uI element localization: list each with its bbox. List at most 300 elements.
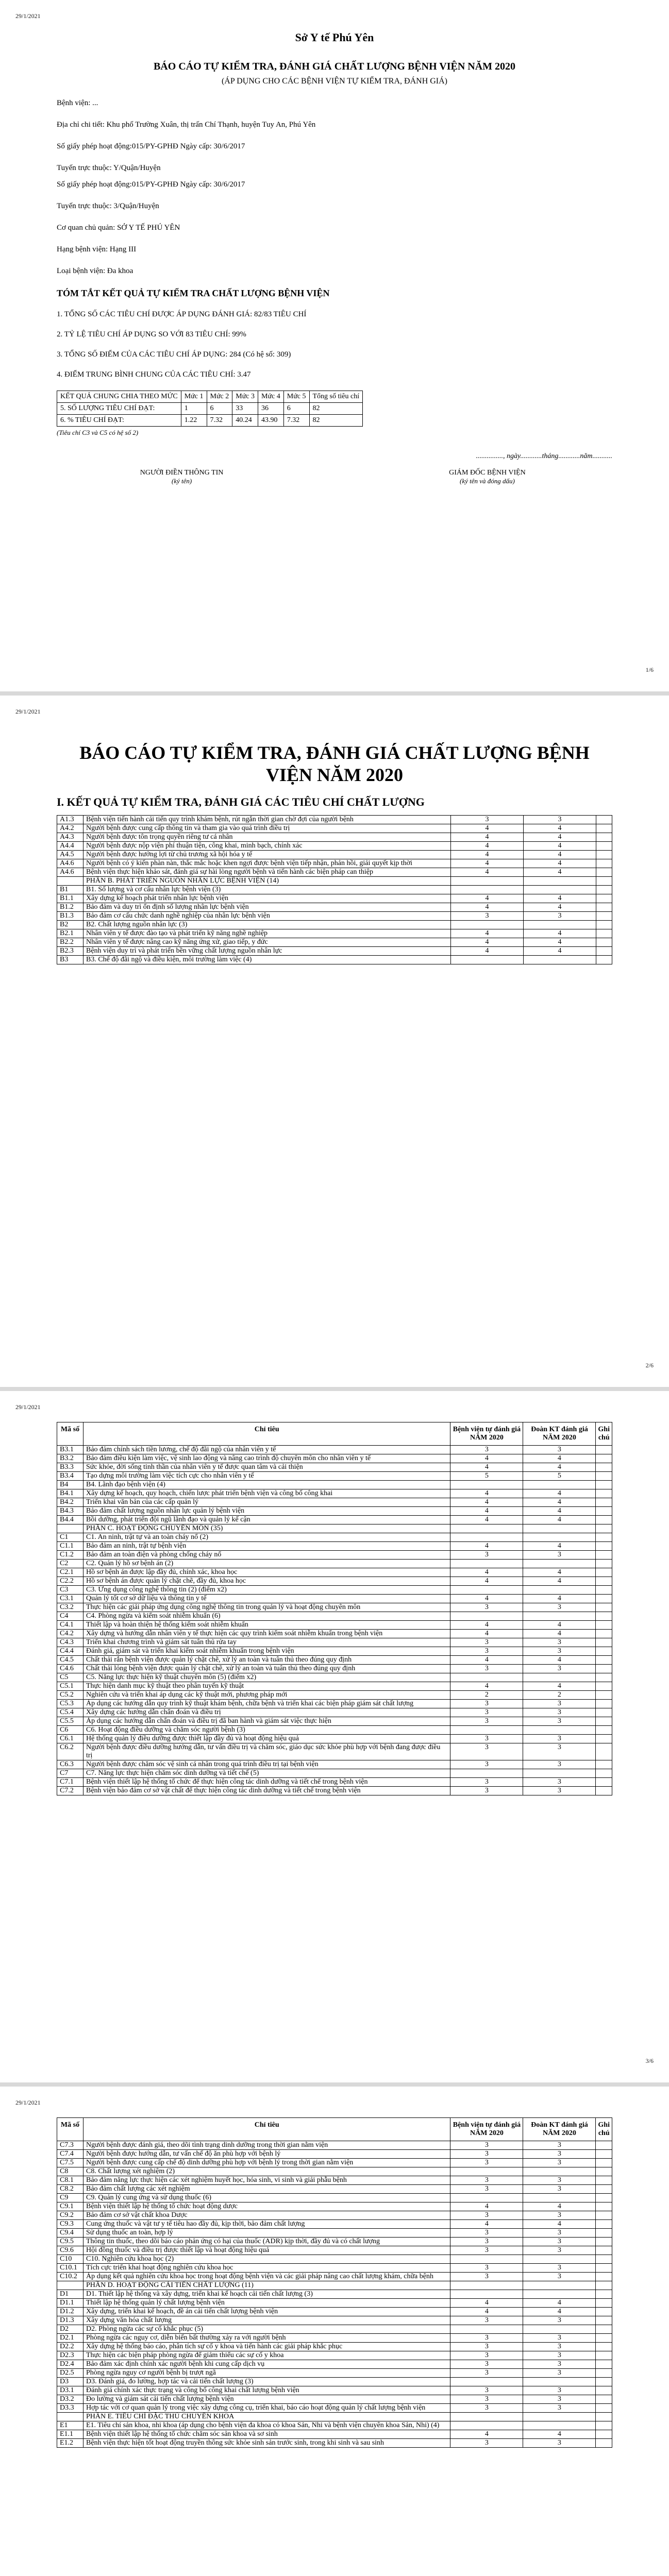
self-score: 3 — [450, 2229, 523, 2238]
cell: 33 — [232, 403, 258, 415]
criterion-code: B3.1 — [57, 1446, 83, 1454]
table-row — [57, 1700, 612, 1708]
team-score: 3 — [523, 2395, 596, 2404]
criterion-code: C9.1 — [57, 2202, 83, 2211]
criterion-code: C5.4 — [57, 1708, 83, 1717]
criterion-text: Thiết lập và hoàn thiện hệ thống kiểm soát nhiễm khuẩn — [83, 1621, 450, 1630]
criterion-code: C10.2 — [57, 2273, 83, 2281]
summary-item: 1. TỔNG SỐ CÁC TIÊU CHÍ ĐƯỢC ÁP DỤNG ĐÁNH GIÁ: 82/83 TIÊU CHÍ — [57, 310, 307, 318]
criterion-text: Tạo dựng môi trường làm việc tích cực cho nhân viên y tế — [83, 1472, 450, 1481]
self-score — [450, 1673, 523, 1682]
note-cell — [596, 1524, 612, 1533]
self-score: 3 — [450, 1665, 523, 1673]
page-number: 3/6 — [645, 2057, 654, 2064]
team-score: 3 — [523, 2246, 596, 2255]
self-score — [450, 2378, 523, 2386]
page-number: 2/6 — [645, 1362, 654, 1369]
self-score: 3 — [451, 816, 524, 824]
criterion-text: Sử dụng thuốc an toàn, hợp lý — [83, 2229, 450, 2238]
note-cell — [596, 947, 612, 956]
self-score: 4 — [451, 824, 524, 833]
criterion-code: B3.3 — [57, 1463, 83, 1472]
criterion-text: Chất thải lỏng bệnh viện được quản lý chặt chẽ, xử lý an toàn và tuân thủ theo đúng quy định — [83, 1665, 450, 1673]
team-score — [523, 1673, 596, 1682]
note-cell — [596, 1708, 612, 1717]
note-cell — [596, 2351, 612, 2360]
team-score: 3 — [523, 2343, 596, 2351]
team-score: 3 — [523, 2150, 596, 2159]
self-score: 4 — [450, 1630, 523, 1638]
self-score: 3 — [450, 2141, 523, 2150]
note-cell — [596, 1682, 612, 1691]
note-cell — [596, 2395, 612, 2404]
summary-item: 4. ĐIỂM TRUNG BÌNH CHUNG CỦA CÁC TIÊU CHÍ: 3.47 — [57, 370, 251, 379]
criterion-code: C7.5 — [57, 2159, 83, 2167]
note-cell — [596, 2202, 612, 2211]
note-cell — [596, 2421, 612, 2430]
self-score — [450, 2325, 523, 2334]
team-score: 4 — [523, 1516, 596, 1524]
table-row — [57, 1507, 612, 1516]
table-row — [57, 842, 612, 851]
table-row — [57, 2413, 612, 2421]
self-score: 4 — [451, 859, 524, 868]
note-cell — [596, 1463, 612, 1472]
criterion-code: E1 — [57, 2421, 83, 2430]
note-cell — [596, 1551, 612, 1560]
table-row — [57, 886, 612, 894]
note-cell — [596, 2185, 612, 2194]
team-score: 4 — [523, 1454, 596, 1463]
self-score: 4 — [450, 1507, 523, 1516]
criterion-code: D2.2 — [57, 2343, 83, 2351]
page-2 — [0, 696, 669, 1391]
criterion-code: C9.3 — [57, 2220, 83, 2229]
criterion-code: C7.1 — [57, 1778, 83, 1787]
note-cell — [596, 1621, 612, 1630]
criterion-text: Hội đồng thuốc và điều trị được thiết lập và hoạt động hiệu quả — [83, 2246, 450, 2255]
note-cell — [596, 2413, 612, 2421]
criterion-code: B2.3 — [57, 947, 83, 956]
note-cell — [596, 859, 612, 868]
criterion-code: C6.1 — [57, 1735, 83, 1743]
criterion-code: C4.4 — [57, 1647, 83, 1656]
criterion-code: D2.4 — [57, 2360, 83, 2369]
criterion-text: Người bệnh được cung cấp chế độ dinh dưỡng phù hợp với bệnh lý trong thời gian nằm viện — [83, 2159, 450, 2167]
signature-date: ..............., ngày............tháng............năm........... — [476, 452, 612, 460]
criterion-code: C7.4 — [57, 2150, 83, 2159]
table-row — [57, 929, 612, 938]
cell: 5. SỐ LƯỢNG TIÊU CHÍ ĐẠT: — [57, 403, 181, 415]
self-score — [451, 877, 524, 886]
note-cell — [596, 833, 612, 842]
team-score — [524, 956, 596, 964]
criterion-code: C4.6 — [57, 1665, 83, 1673]
self-score: 4 — [451, 894, 524, 903]
hospital-type: Tuyến trực thuộc: Y/Quận/Huyện — [57, 164, 161, 172]
team-score — [523, 1560, 596, 1568]
team-score: 4 — [523, 2202, 596, 2211]
team-score: 3 — [523, 2439, 596, 2448]
criteria-table — [57, 1422, 612, 1795]
team-score: 3 — [524, 816, 596, 824]
table-row — [57, 2238, 612, 2246]
license-info: Số giấy phép hoạt động:015/PY-GPHĐ Ngày cấp: 30/6/2017 — [57, 142, 245, 150]
team-score — [523, 2194, 596, 2202]
self-score: 4 — [450, 1489, 523, 1498]
criterion-code: C10.1 — [57, 2264, 83, 2273]
table-row — [57, 1621, 612, 1630]
note-cell — [596, 1638, 612, 1647]
criterion-code: B2 — [57, 921, 83, 929]
criterion-text: PHẦN C. HOẠT ĐỘNG CHUYÊN MÔN (35) — [83, 1524, 450, 1533]
header-note: Ghi chú — [596, 2118, 612, 2141]
criterion-text: C5. Năng lực thực hiện kỹ thuật chuyên môn (5) (điểm x2) — [83, 1673, 450, 1682]
criterion-code: E1.2 — [57, 2439, 83, 2448]
criterion-text: Xây dựng kế hoạch, quy hoạch, chiến lược phát triển bệnh viện và công bố công khai — [83, 1489, 450, 1498]
table-row — [57, 1735, 612, 1743]
self-score — [450, 1612, 523, 1621]
table-row — [57, 2229, 612, 2238]
header-cell: Mức 5 — [283, 391, 309, 403]
page-3-content — [57, 1422, 612, 1795]
criterion-text: Bảo đảm chất lượng các xét nghiệm — [83, 2185, 450, 2194]
criterion-text: Áp dụng kết quả nghiên cứu khoa học trong hoạt động bệnh viện và các giải pháp nâng cao chất lượng khám, chữa bệnh — [83, 2273, 450, 2281]
table-row — [57, 1760, 612, 1769]
criterion-code: B4.4 — [57, 1516, 83, 1524]
team-score: 4 — [523, 1577, 596, 1586]
header-cell: KẾT QUẢ CHUNG CHIA THEO MỨC — [57, 391, 181, 403]
self-score — [450, 2167, 523, 2176]
note-cell — [596, 903, 612, 912]
criterion-text: Triển khai văn bản của các cấp quản lý — [83, 1498, 450, 1507]
header-team-score: Đoàn KT đánh giá NĂM 2020 — [523, 2118, 596, 2141]
criterion-code: B1 — [57, 886, 83, 894]
criterion-text: Hệ thống quản lý điều dưỡng được thiết lập đầy đủ và hoạt động hiệu quả — [83, 1735, 450, 1743]
criterion-code: D2.3 — [57, 2351, 83, 2360]
report-title-large: BÁO CÁO TỰ KIỂM TRA, ĐÁNH GIÁ CHẤT LƯỢNG BỆNH VIỆN NĂM 2020 — [79, 742, 590, 786]
table-row — [57, 2273, 612, 2281]
note-cell — [596, 1665, 612, 1673]
table-row — [57, 2176, 612, 2185]
self-score: 3 — [450, 1551, 523, 1560]
criterion-text: C4. Phòng ngừa và kiểm soát nhiễm khuẩn (6) — [83, 1612, 450, 1621]
criterion-text: Bảo đảm năng lực thực hiện các xét nghiệm huyết học, hóa sinh, vi sinh và giải phẫu bệnh — [83, 2176, 450, 2185]
criterion-code: B1.2 — [57, 903, 83, 912]
criterion-text: Bảo đảm và duy trì ổn định số lượng nhân lực bệnh viện — [83, 903, 451, 912]
note-cell — [596, 851, 612, 859]
criterion-text: Hồ sơ bệnh án được lập đầy đủ, chính xác, khoa học — [83, 1568, 450, 1577]
criterion-code: D3.2 — [57, 2395, 83, 2404]
note-cell — [596, 2229, 612, 2238]
note-cell — [596, 2220, 612, 2229]
page-date: 29/1/2021 — [15, 2099, 41, 2106]
note-cell — [596, 1700, 612, 1708]
criterion-code: C9.2 — [57, 2211, 83, 2220]
cell: 43.90 — [258, 415, 284, 427]
header-self-score: Bệnh viện tự đánh giá NĂM 2020 — [450, 1422, 523, 1446]
note-cell — [596, 1472, 612, 1481]
cell: 1.22 — [181, 415, 207, 427]
team-score: 4 — [523, 1463, 596, 1472]
criterion-code: C9 — [57, 2194, 83, 2202]
criterion-code: D2.1 — [57, 2334, 83, 2343]
team-score — [523, 2167, 596, 2176]
criterion-code: C5 — [57, 1673, 83, 1682]
note-cell — [596, 1586, 612, 1595]
team-score: 3 — [524, 912, 596, 921]
team-score: 4 — [523, 2299, 596, 2308]
table-row — [57, 2299, 612, 2308]
criteria-table — [57, 815, 612, 964]
criterion-text: Người bệnh được cung cấp thông tin và tham gia vào quá trình điều trị — [83, 824, 451, 833]
table-row — [57, 1665, 612, 1673]
self-score — [450, 1769, 523, 1778]
note-cell — [596, 2238, 612, 2246]
note-cell — [596, 1533, 612, 1542]
self-score: 3 — [450, 2211, 523, 2220]
table-row — [57, 2378, 612, 2386]
self-score: 4 — [450, 1516, 523, 1524]
team-score: 4 — [523, 1656, 596, 1665]
self-score: 4 — [450, 1498, 523, 1507]
criterion-code: D1.2 — [57, 2308, 83, 2316]
signature-right-title: GIÁM ĐỐC BỆNH VIỆN — [449, 469, 526, 477]
self-score: 3 — [450, 1708, 523, 1717]
criterion-code: C7 — [57, 1769, 83, 1778]
criterion-code: C1 — [57, 1533, 83, 1542]
cell: 36 — [258, 403, 284, 415]
team-score: 3 — [523, 2273, 596, 2281]
criteria-table-body — [57, 2141, 612, 2448]
criterion-text: B1. Số lượng và cơ cấu nhân lực bệnh viện (3) — [83, 886, 451, 894]
note-cell — [596, 1612, 612, 1621]
team-score: 3 — [523, 2386, 596, 2395]
page-1 — [0, 0, 669, 696]
note-cell — [596, 2369, 612, 2378]
self-score: 3 — [450, 2351, 523, 2360]
table-row — [57, 415, 363, 427]
table-row — [57, 1568, 612, 1577]
hospital-label: Bệnh viện: ... — [57, 99, 98, 107]
team-score: 4 — [523, 1621, 596, 1630]
criterion-text: Thực hiện các giải pháp ứng dụng công nghệ thông tin trong quản lý và hoạt động chuyên môn — [83, 1603, 450, 1612]
note-cell — [596, 2439, 612, 2448]
self-score: 3 — [450, 2360, 523, 2369]
table-row — [57, 2430, 612, 2439]
note-cell — [596, 2159, 612, 2167]
criterion-text: Bệnh viện thiết lập hệ thống tổ chức để thực hiện công tác dinh dưỡng và tiết chế trong bệnh viện — [83, 1778, 450, 1787]
note-cell — [596, 1726, 612, 1735]
team-score — [523, 1586, 596, 1595]
note-cell — [596, 2430, 612, 2439]
table-header-row — [57, 391, 363, 403]
self-score — [450, 2194, 523, 2202]
criterion-text: C1. An ninh, trật tự và an toàn cháy nổ (2) — [83, 1533, 450, 1542]
table-row — [57, 1726, 612, 1735]
criterion-code: B4.3 — [57, 1507, 83, 1516]
managing-authority: Cơ quan chủ quản: SỞ Y TẾ PHÚ YÊN — [57, 224, 180, 232]
self-score: 3 — [450, 1735, 523, 1743]
criterion-code: B2.1 — [57, 929, 83, 938]
header-cell: Mức 2 — [207, 391, 232, 403]
criterion-code: D3 — [57, 2378, 83, 2386]
self-score: 3 — [450, 2404, 523, 2413]
team-score — [523, 1612, 596, 1621]
note-cell — [596, 1568, 612, 1577]
criterion-text: Bệnh viện bảo đảm cơ sở vật chất để thực hiện công tác dinh dưỡng và tiết chế trong bệnh viện — [83, 1787, 450, 1795]
criterion-code: C3.1 — [57, 1595, 83, 1603]
hospital-kind: Loại bệnh viện: Đa khoa — [57, 267, 133, 275]
table-row — [57, 2386, 612, 2395]
team-score: 4 — [524, 842, 596, 851]
criterion-code: D2 — [57, 2325, 83, 2334]
criteria-table — [57, 2117, 612, 2448]
note-cell — [596, 956, 612, 964]
self-score: 3 — [450, 1603, 523, 1612]
criterion-code: B4.1 — [57, 1489, 83, 1498]
table-row — [57, 1691, 612, 1700]
note-cell — [596, 868, 612, 877]
criterion-text: Hồ sơ bệnh án được quản lý chặt chẽ, đầy đủ, khoa học — [83, 1577, 450, 1586]
criterion-code: C1.1 — [57, 1542, 83, 1551]
note-cell — [596, 1735, 612, 1743]
report-cover — [57, 31, 612, 485]
team-score: 3 — [523, 1700, 596, 1708]
criterion-code: D3.1 — [57, 2386, 83, 2395]
criterion-code: C3 — [57, 1586, 83, 1595]
team-score: 4 — [523, 1595, 596, 1603]
criterion-text: Đo lường và giám sát cải tiến chất lượng bệnh viện — [83, 2395, 450, 2404]
team-score: 3 — [523, 2264, 596, 2273]
self-score: 3 — [450, 1760, 523, 1769]
self-score — [450, 1586, 523, 1595]
table-row — [57, 2141, 612, 2150]
hospital-type-2: Tuyến trực thuộc: 3/Quận/Huyện — [57, 202, 159, 210]
self-score: 3 — [450, 2150, 523, 2159]
self-score: 4 — [451, 851, 524, 859]
table-row — [57, 2421, 612, 2430]
criterion-code: C9.6 — [57, 2246, 83, 2255]
note-cell — [596, 1498, 612, 1507]
note-cell — [596, 1446, 612, 1454]
cell: 6 — [283, 403, 309, 415]
page-2-content — [57, 726, 612, 964]
section-heading: I. KẾT QUẢ TỰ KIỂM TRA, ĐÁNH GIÁ CÁC TIÊU CHÍ CHẤT LƯỢNG — [57, 795, 425, 809]
note-cell — [596, 1717, 612, 1726]
team-score: 3 — [523, 2369, 596, 2378]
criterion-text: PHẦN E. TIÊU CHÍ ĐẶC THÙ CHUYÊN KHOA — [83, 2413, 450, 2421]
note-cell — [596, 824, 612, 833]
self-score: 4 — [451, 929, 524, 938]
criterion-text: C9. Quản lý cung ứng và sử dụng thuốc (6) — [83, 2194, 450, 2202]
criterion-text: C8. Chất lượng xét nghiệm (2) — [83, 2167, 450, 2176]
criterion-code: A4.6 — [57, 859, 83, 868]
result-level-table — [57, 391, 363, 427]
note-cell — [596, 2378, 612, 2386]
criterion-code: C9.5 — [57, 2238, 83, 2246]
note-cell — [596, 1647, 612, 1656]
table-row — [57, 2343, 612, 2351]
page-4-content — [57, 2117, 612, 2448]
note-cell — [596, 1778, 612, 1787]
table-row — [57, 1454, 612, 1463]
note-cell — [596, 2273, 612, 2281]
criterion-code: C6 — [57, 1726, 83, 1735]
criterion-text: B3. Chế độ đãi ngộ và điều kiện, môi trường làm việc (4) — [83, 956, 451, 964]
self-score: 4 — [450, 2430, 523, 2439]
criterion-text: Xây dựng văn hóa chất lượng — [83, 2316, 450, 2325]
self-score: 3 — [450, 1446, 523, 1454]
team-score: 4 — [523, 1630, 596, 1638]
team-score: 3 — [523, 1743, 596, 1760]
criterion-text: Bảo đảm xác định chính xác người bệnh khi cung cấp dịch vụ — [83, 2360, 450, 2369]
self-score: 3 — [450, 2159, 523, 2167]
team-score: 3 — [523, 1717, 596, 1726]
signature-left-sub: (ký tên) — [171, 477, 192, 485]
team-score — [523, 2413, 596, 2421]
table-row — [57, 868, 612, 877]
criterion-text: Xây dựng hệ thống báo cáo, phân tích sự cố y khoa và tiến hành các giải pháp khắc phục — [83, 2343, 450, 2351]
table-row — [57, 956, 612, 964]
self-score: 4 — [451, 868, 524, 877]
team-score: 4 — [523, 2220, 596, 2229]
hospital-address: Địa chỉ chi tiết: Khu phố Trường Xuân, thị trấn Chí Thạnh, huyện Tuy An, Phú Yên — [57, 121, 316, 129]
note-cell — [596, 1787, 612, 1795]
team-score: 4 — [523, 1682, 596, 1691]
criterion-code: B3.2 — [57, 1454, 83, 1463]
criterion-code: B4.2 — [57, 1498, 83, 1507]
team-score — [523, 2255, 596, 2264]
criterion-text: Bảo đảm cơ cấu chức danh nghề nghiệp của nhân lực bệnh viện — [83, 912, 451, 921]
table-row — [57, 1717, 612, 1726]
criterion-code: B1.1 — [57, 894, 83, 903]
note-cell — [596, 2211, 612, 2220]
criterion-text: Bệnh viện thiết lập hệ thống tổ chức hoạt động dược — [83, 2202, 450, 2211]
table-row — [57, 1708, 612, 1717]
self-score: 3 — [450, 1743, 523, 1760]
self-score: 3 — [450, 2334, 523, 2343]
self-score: 4 — [450, 1595, 523, 1603]
team-score: 4 — [524, 903, 596, 912]
note-cell — [596, 2343, 612, 2351]
team-score — [524, 921, 596, 929]
note-cell — [596, 894, 612, 903]
criterion-code: C8.2 — [57, 2185, 83, 2194]
criterion-text: Hợp tác với cơ quan quản lý trong việc xây dựng công cụ, triển khai, báo cáo hoạt động quản lý chất lượng bệnh viện — [83, 2404, 450, 2413]
report-title: BÁO CÁO TỰ KIỂM TRA, ĐÁNH GIÁ CHẤT LƯỢNG BỆNH VIỆN NĂM 2020 — [153, 61, 516, 72]
note-cell — [596, 1673, 612, 1682]
criterion-code: C4.1 — [57, 1621, 83, 1630]
self-score: 4 — [450, 2308, 523, 2316]
criterion-text: Bảo đảm an ninh, trật tự bệnh viện — [83, 1542, 450, 1551]
table-row — [57, 1551, 612, 1560]
criterion-text: C6. Hoạt động điều dưỡng và chăm sóc người bệnh (3) — [83, 1726, 450, 1735]
team-score: 3 — [523, 1603, 596, 1612]
table-row — [57, 947, 612, 956]
criterion-text: Bảo đảm an toàn điện và phòng chống cháy nổ — [83, 1551, 450, 1560]
team-score: 4 — [523, 2430, 596, 2439]
self-score: 3 — [450, 2273, 523, 2281]
team-score: 4 — [524, 833, 596, 842]
note-cell — [596, 1489, 612, 1498]
header-cell: Mức 1 — [181, 391, 207, 403]
team-score: 3 — [523, 2159, 596, 2167]
criterion-text: Bảo đảm điều kiện làm việc, vệ sinh lao động và nâng cao trình độ chuyên môn cho nhân viên y tế — [83, 1454, 450, 1463]
criterion-code: D3.3 — [57, 2404, 83, 2413]
signature-left — [57, 469, 307, 485]
note-cell — [596, 1454, 612, 1463]
